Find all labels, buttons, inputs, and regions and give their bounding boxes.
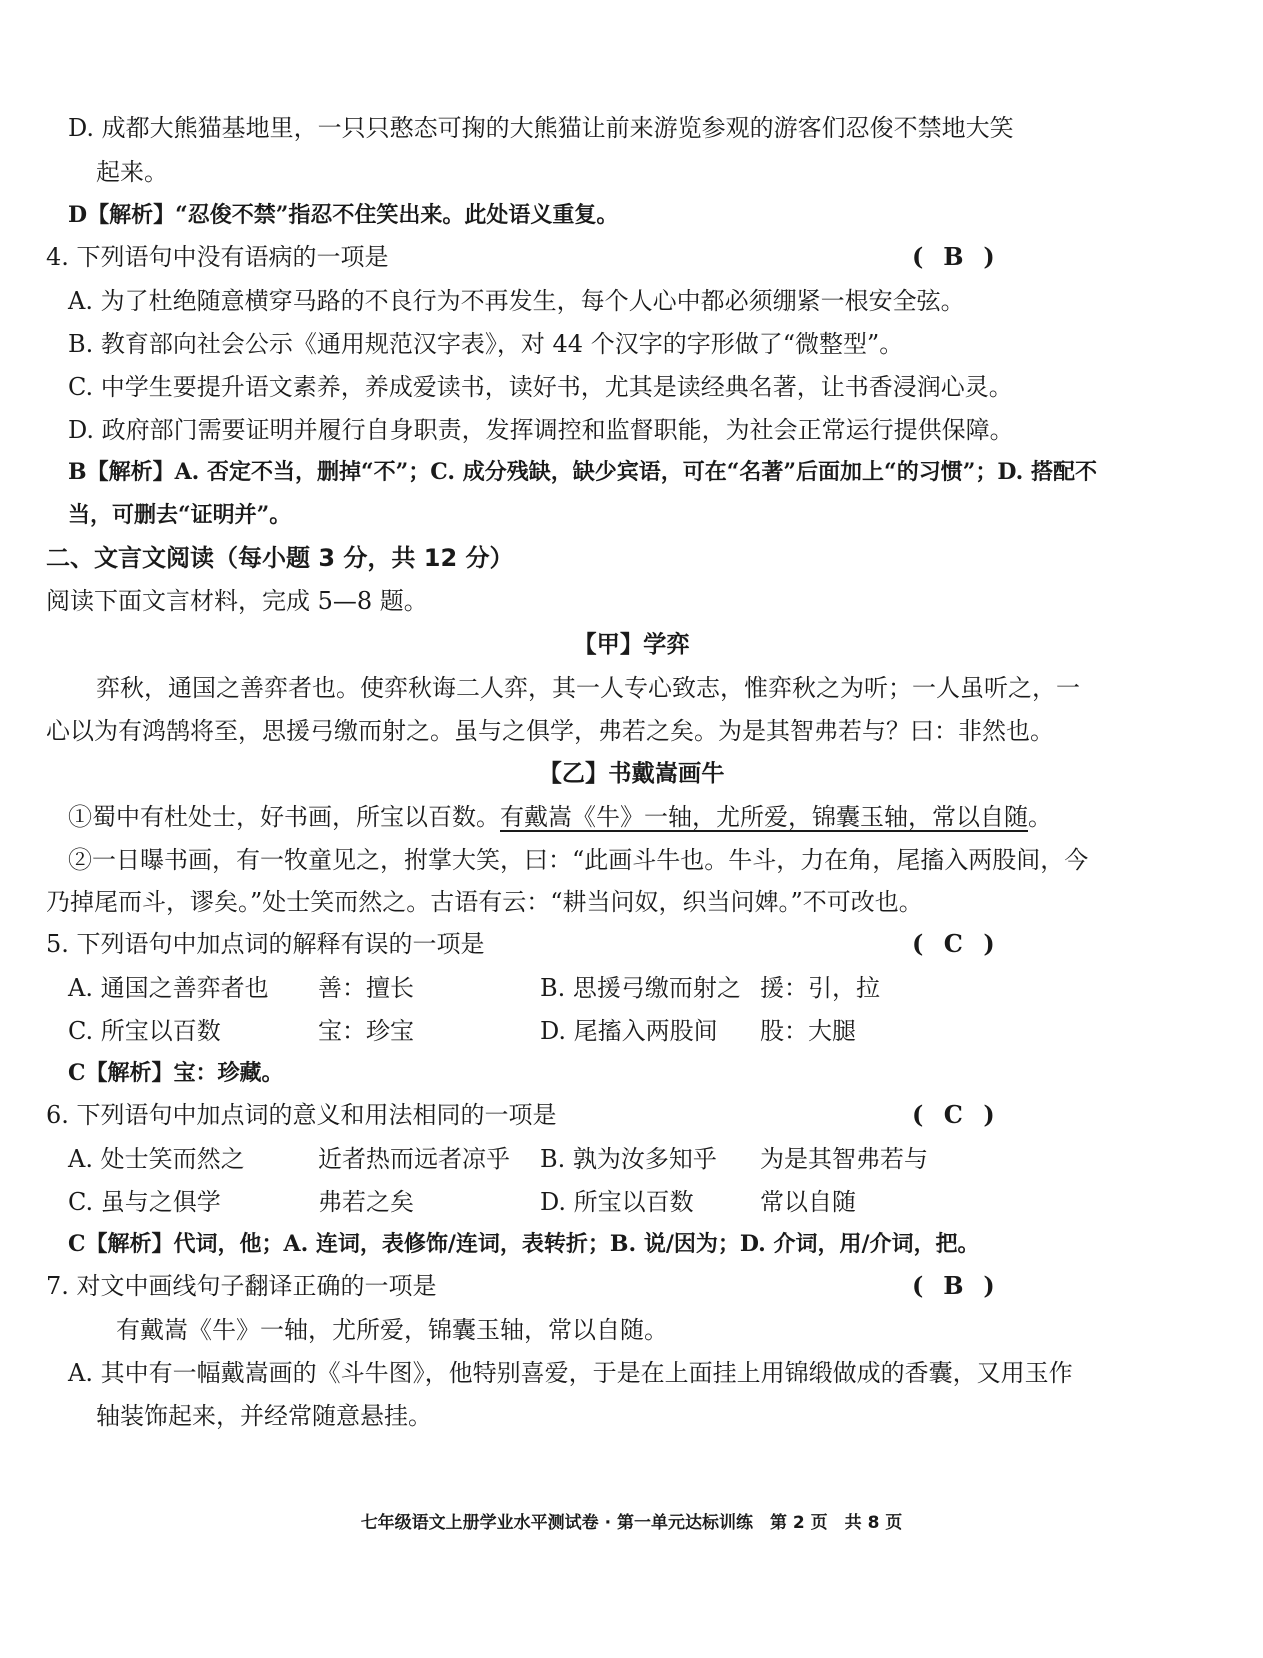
passage-a-title: 【甲】学弈 (573, 631, 690, 658)
section2-title: 二、文言文阅读（每小题 3 分，共 12 分） (46, 544, 514, 572)
q6-option-a-1: A. 处士笑而然之 (68, 1145, 245, 1173)
q6-option-b-1: B. 孰为汝多知乎 (540, 1145, 717, 1173)
q4-option-b: B. 教育部向社会公示《通用规范汉字表》，对 44 个汉字的字形做了“微整型”。 (68, 330, 904, 358)
underlined-sentence: 有戴嵩《牛》一轴，尤所爱，锦囊玉轴，常以自随 (500, 803, 1028, 831)
q6-option-d-1: D. 所宝以百数 (540, 1188, 694, 1216)
q6-analysis: C【解析】代词，他；A. 连词，表修饰/连词，表转折；B. 说/因为；D. 介词，用/介词，把。 (68, 1231, 980, 1257)
q4-option-d: D. 政府部门需要证明并履行自身职责，发挥调控和监督职能，为社会正常运行提供保障。 (68, 416, 1014, 444)
q5-option-c: C. 所宝以百数 (68, 1017, 221, 1045)
q5-option-a: A. 通国之善弈者也 (68, 974, 269, 1002)
q6-answer: C (943, 1100, 963, 1129)
q5-answer: C (943, 929, 963, 958)
q7-answer: B (943, 1271, 964, 1300)
q5-option-b: B. 思援弓缴而射之 (540, 974, 741, 1002)
q4-option-a: A. 为了杜绝随意横穿马路的不良行为不再发生，每个人心中都必须绷紧一根安全弦。 (68, 287, 965, 315)
passage-a-line1: 弈秋，通国之善弈者也。使弈秋诲二人弈，其一人专心致志，惟弈秋之为听；一人虽听之，一 (96, 674, 1080, 702)
q5-option-a-explanation: 善：擅长 (318, 974, 414, 1002)
q3-option-d-line1: D. 成都大熊猫基地里，一只只憨态可掬的大熊猫让前来游览参观的游客们忍俊不禁地大笑 (68, 114, 1014, 142)
q7-option-a-line1: A. 其中有一幅戴嵩画的《斗牛图》，他特别喜爱，于是在上面挂上用锦缎做成的香囊，又用玉作 (68, 1359, 1073, 1387)
passage-b-para2-line1: ②一日曝书画，有一牧童见之，拊掌大笑，曰：“此画斗牛也。牛斗，力在角，尾搐入两股间，今 (68, 846, 1089, 874)
q5-option-b-explanation: 援：引，拉 (760, 974, 880, 1002)
q5-option-d: D. 尾搐入两股间 (540, 1017, 718, 1045)
q6-option-a-2: 近者热而远者凉乎 (318, 1145, 510, 1173)
q3-option-d-line2: 起来。 (96, 158, 168, 186)
q4-answer-box: ( B ) (912, 242, 995, 271)
passage-b-title: 【乙】书戴嵩画牛 (538, 760, 725, 787)
q6-option-c-1: C. 虽与之俱学 (68, 1188, 221, 1216)
q5-analysis: C【解析】宝：珍藏。 (68, 1060, 284, 1086)
passage-a-line2: 心以为有鸿鹄将至，思援弓缴而射之。虽与之俱学，弗若之矣。为是其智弗若与？曰：非然也。 (46, 717, 1054, 745)
page-footer: 七年级语文上册学业水平测试卷 · 第一单元达标训练 第 2 页 共 8 页 (360, 1513, 903, 1533)
q4-analysis-line1: B【解析】A. 否定不当，删掉“不”；C. 成分残缺，缺少宾语，可在“名著”后面加上“的习惯”；D. 搭配不 (68, 459, 1097, 485)
q4-stem: 4. 下列语句中没有语病的一项是 (46, 243, 389, 271)
passage-b-para1-pre: ①蜀中有杜处士，好书画，所宝以百数。 (68, 803, 500, 831)
passage-b-para2-line2: 乃掉尾而斗，谬矣。”处士笑而然之。古语有云：“耕当问奴，织当问婢。”不可改也。 (46, 888, 923, 916)
q4-answer: B (943, 242, 964, 271)
q6-stem: 6. 下列语句中加点词的意义和用法相同的一项是 (46, 1101, 557, 1129)
section2-instruction: 阅读下面文言材料，完成 5—8 题。 (46, 587, 428, 615)
q5-answer-box: ( C ) (912, 929, 995, 958)
q6-option-d-2: 常以自随 (760, 1188, 856, 1216)
q7-answer-box: ( B ) (912, 1271, 995, 1300)
q3-analysis: D【解析】“忍俊不禁”指忍不住笑出来。此处语义重复。 (68, 202, 619, 228)
q6-option-b-2: 为是其智弗若与 (760, 1145, 928, 1173)
q4-option-c: C. 中学生要提升语文素养，养成爱读书，读好书，尤其是读经典名著，让书香浸润心灵。 (68, 373, 1013, 401)
q7-option-a-line2: 轴装饰起来，并经常随意悬挂。 (96, 1402, 432, 1430)
q5-option-d-explanation: 股：大腿 (760, 1017, 856, 1045)
q6-answer-box: ( C ) (912, 1100, 995, 1129)
q7-quoted-sentence: 有戴嵩《牛》一轴，尤所爱，锦囊玉轴，常以自随。 (116, 1316, 668, 1344)
q7-stem: 7. 对文中画线句子翻译正确的一项是 (46, 1272, 437, 1300)
q5-stem: 5. 下列语句中加点词的解释有误的一项是 (46, 930, 485, 958)
passage-b-para1-post: 。 (1028, 803, 1052, 831)
passage-b-para1 (68, 802, 1052, 832)
q6-option-c-2: 弗若之矣 (318, 1188, 414, 1216)
q5-option-c-explanation: 宝：珍宝 (318, 1017, 414, 1045)
q4-analysis-line2: 当，可删去“证明并”。 (68, 502, 292, 528)
